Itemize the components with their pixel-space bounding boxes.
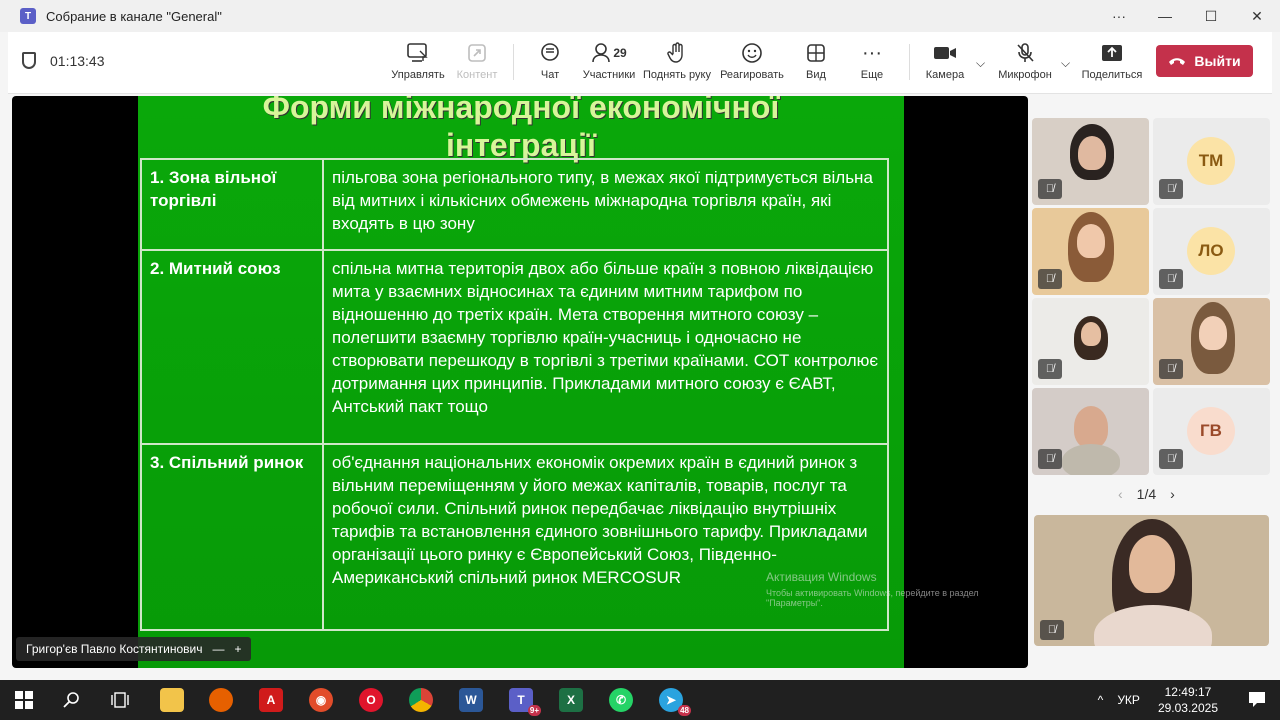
chevron-up-icon[interactable]: ^ [1097, 693, 1104, 707]
window-controls [1096, 0, 1280, 32]
timer-text: 01:13:43 [50, 52, 105, 69]
react-button[interactable]: Реагировать [717, 40, 787, 88]
firefox-icon[interactable] [209, 688, 233, 712]
participant-tile[interactable] [1032, 298, 1149, 385]
mic-off-icon: 🎙̸ [1159, 449, 1183, 469]
participant-tile[interactable] [1032, 208, 1149, 295]
minimize-button[interactable]: — [1158, 8, 1172, 24]
language-indicator[interactable]: УКР [1117, 693, 1140, 707]
mic-off-icon: 🎙̸ [1159, 269, 1183, 289]
maximize-button[interactable]: ☐ [1204, 7, 1218, 24]
notifications-icon[interactable] [1248, 691, 1266, 710]
mic-off-icon: 🎙̸ [1038, 449, 1062, 469]
minus-icon[interactable]: — [212, 642, 225, 656]
camera-options-chevron-icon[interactable]: ⌵ [976, 56, 986, 70]
whatsapp-icon[interactable]: ✆ [609, 688, 633, 712]
content-button[interactable]: Контент [442, 40, 512, 88]
avatar: ЛО [1187, 227, 1235, 275]
hang-up-icon [1168, 53, 1186, 69]
teams-taskbar-icon[interactable]: T 9+ [509, 688, 533, 712]
view-button[interactable]: Вид [781, 40, 851, 88]
camera-icon [933, 40, 957, 66]
presenter-name-tag[interactable]: Григор'єв Павло Костянтинович — + [16, 637, 251, 661]
file-explorer-icon[interactable] [160, 688, 184, 712]
mic-off-icon: 🎙̸ [1159, 179, 1183, 199]
camera-button[interactable]: Камера [910, 40, 980, 88]
participants-button[interactable]: 29 Участники [574, 40, 644, 88]
raise-hand-icon [667, 40, 687, 66]
term-cell: 1. Зона вільної торгівлі [141, 159, 323, 250]
windows-taskbar [0, 680, 1280, 720]
participants-count: 29 [613, 46, 627, 60]
mic-off-icon: 🎙̸ [1038, 179, 1062, 199]
mic-off-icon: 🎙̸ [1038, 359, 1062, 379]
windows-activation-watermark: Активация Windows Чтобы активировать Windows, перейдите в раздел "Параметры". [766, 570, 979, 608]
avatar: ГВ [1187, 407, 1235, 455]
participant-tile[interactable] [1153, 118, 1270, 205]
term-cell: 3. Спільний ринок [141, 444, 323, 630]
shared-screen [12, 96, 1028, 668]
chat-button[interactable]: Чат [515, 40, 585, 88]
title-bar [0, 0, 1280, 32]
people-icon [591, 40, 626, 66]
grid-icon [806, 40, 826, 66]
chrome-icon[interactable] [409, 688, 433, 712]
slide-table [140, 158, 889, 631]
avatar: ТМ [1187, 137, 1235, 185]
raise-hand-button[interactable]: Поднять руку [642, 40, 712, 88]
manage-button[interactable]: Управлять [383, 40, 453, 88]
eye-app-icon[interactable]: ◉ [309, 688, 333, 712]
definition-cell: пільгова зона регіонального типу, в межах якої підтримується вільна від митних і кількісних обмежень міжнародна торгівля країн, які входять в цю зону [323, 159, 888, 250]
meeting-toolbar [8, 32, 1272, 94]
participant-tile[interactable] [1032, 118, 1149, 205]
participant-tile[interactable] [1153, 208, 1270, 295]
plus-icon[interactable]: + [234, 642, 242, 656]
slide-title: Форми міжнародної економічної інтеграції [262, 96, 780, 163]
task-view-icon[interactable] [108, 688, 132, 712]
participant-video [1074, 406, 1108, 448]
shield-icon [22, 52, 36, 69]
participant-tile[interactable] [1032, 388, 1149, 475]
participant-pager [1118, 486, 1175, 502]
opera-icon[interactable]: O [359, 688, 383, 712]
more-options-icon[interactable]: ··· [1112, 8, 1126, 24]
chevron-right-icon[interactable]: › [1170, 486, 1175, 502]
page-indicator: 1/4 [1136, 486, 1157, 502]
windows-start-icon[interactable] [12, 688, 36, 712]
word-icon[interactable]: W [459, 688, 483, 712]
search-icon[interactable] [60, 688, 84, 712]
mic-off-icon: 🎙̸ [1040, 620, 1064, 640]
close-button[interactable]: ✕ [1251, 7, 1263, 24]
share-button[interactable]: Поделиться [1077, 40, 1147, 88]
excel-icon[interactable]: X [559, 688, 583, 712]
smiley-icon [741, 40, 763, 66]
teams-icon: T [20, 8, 36, 24]
telegram-icon[interactable]: ➤ 48 [659, 688, 683, 712]
participant-tile[interactable] [1153, 298, 1270, 385]
acrobat-icon[interactable]: A [259, 688, 283, 712]
share-icon [1101, 40, 1123, 66]
content-icon [466, 40, 488, 66]
share-screen-icon [406, 40, 430, 66]
table-row [141, 250, 888, 444]
more-button[interactable]: ··· Еще [860, 41, 884, 81]
clock[interactable]: 12:49:17 29.03.2025 [1157, 685, 1218, 715]
more-icon: ··· [862, 41, 882, 64]
window-title: Собрание в канале "General" [46, 8, 222, 24]
participant-tile[interactable] [1153, 388, 1270, 475]
self-video[interactable] [1034, 515, 1269, 646]
microphone-options-chevron-icon[interactable]: ⌵ [1061, 56, 1071, 70]
mic-off-icon [1015, 40, 1035, 66]
microphone-button[interactable]: Микрофон [990, 40, 1060, 88]
definition-cell: спільна митна територія двох або більше країн з повною ліквідацією мита у взаємних відносинах та єдиним митним тарифом по відношенню до третіх країн. Мета створення митного союзу – полегшити взаємну торгівлю країн-учасниць і одночасно не створювати перешкоду в торгівлі з третіми країнами. СОТ контролює дотримання цих принципів. Прикладами митного союзу є ЄАВТ, Антський пакт тощо [323, 250, 888, 444]
mic-off-icon: 🎙̸ [1159, 359, 1183, 379]
system-tray [1098, 680, 1266, 720]
chevron-left-icon[interactable]: ‹ [1118, 486, 1123, 502]
leave-button[interactable]: Выйти [1156, 45, 1253, 77]
chat-icon [539, 40, 561, 66]
term-cell: 2. Митний союз [141, 250, 323, 444]
meeting-timer [22, 52, 105, 69]
mic-off-icon: 🎙̸ [1038, 269, 1062, 289]
table-row [141, 159, 888, 250]
definition-cell: об'єднання національних економік окремих країн в єдиний ринок з вільним переміщенням у його межах капіталів, товарів, послуг та робочої сили. Спільний ринок передбачає ліквідацію внутрішніх тарифів та встановлення єдиного зовнішнього тарифу. Прикладами організації цього ринку є Європейський Союз, Південно-Американський спільний ринок MERCOSUR [323, 444, 888, 630]
toolbar-divider [513, 44, 514, 80]
